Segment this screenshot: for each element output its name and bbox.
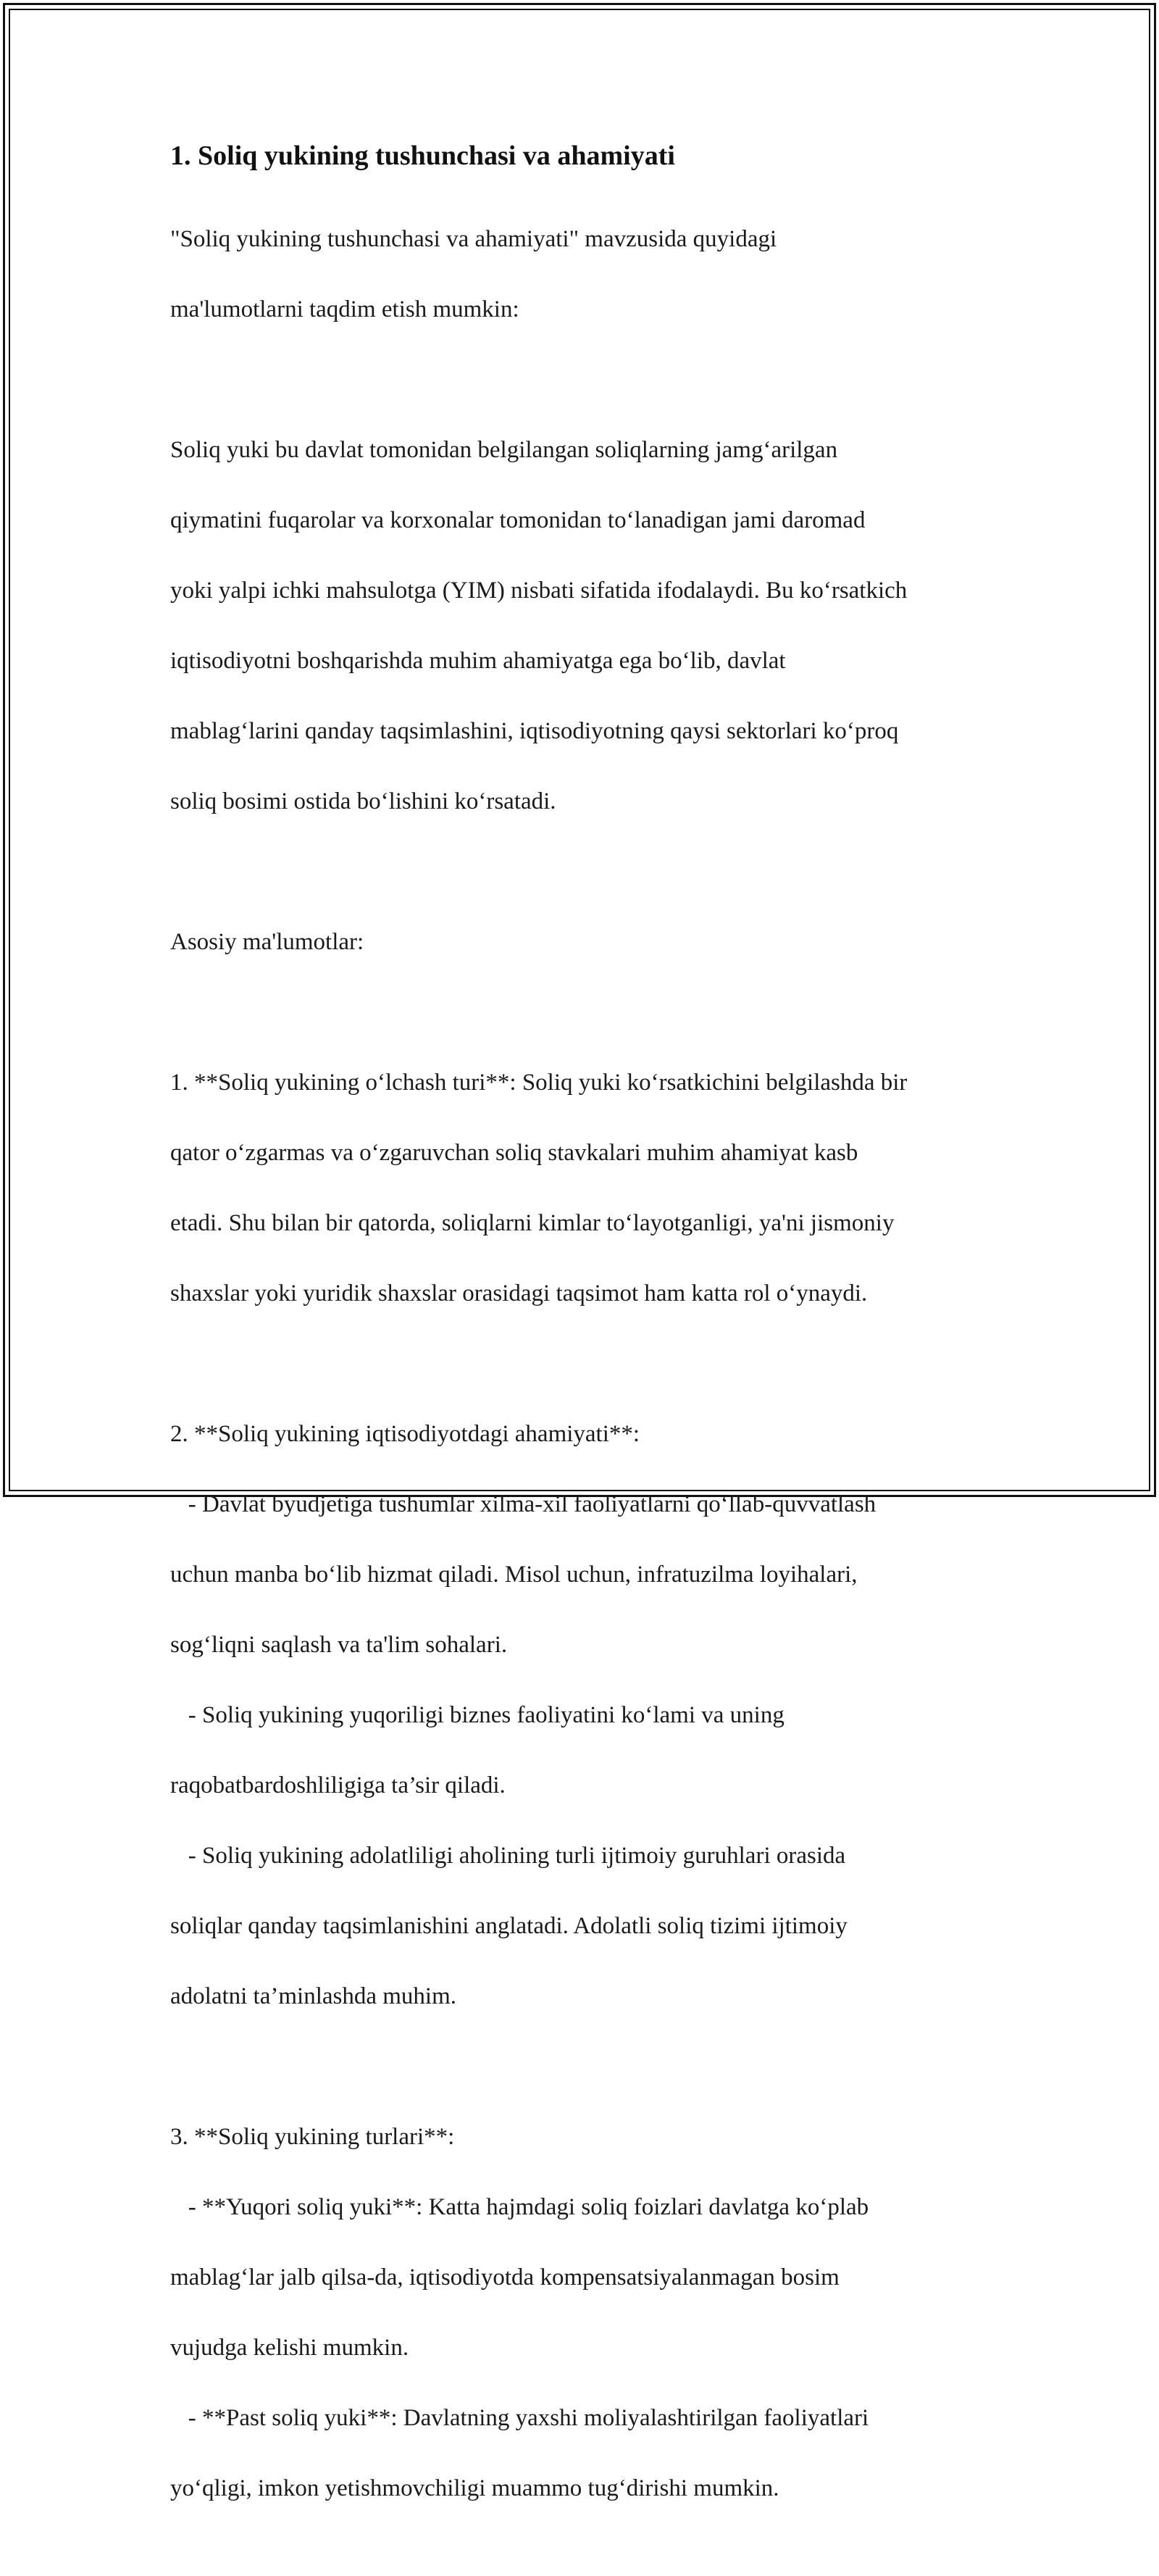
text-line: - Davlat byudjetiga tushumlar xilma-xil faoliyatlarni qo‘llab-quvvatlash (170, 1491, 876, 1517)
text-line: - Soliq yukining adolatliligi aholining turli ijtimoiy guruhlari orasida (170, 1842, 846, 1869)
text-line: ma'lumotlarni taqdim etish mumkin: (170, 296, 519, 322)
text-line: 1. **Soliq yukining o‘lchash turi**: Soliq yuki ko‘rsatkichini belgilashda bir (170, 1069, 908, 1096)
intro-paragraph (170, 186, 996, 362)
text-line: mablag‘lar jalb qilsa-da, iqtisodiyotda kompensatsiyalanmagan bosim (170, 2264, 840, 2291)
text-line: sog‘liqni saqlash va ta'lim sohalari. (170, 1631, 508, 1658)
text-line: soliqlar qanday taqsimlanishini anglatadi. Adolatli soliq tizimi ijtimoiy (170, 1912, 848, 1939)
text-line: yo‘qligi, imkon yetishmovchiligi muammo tug‘dirishi mumkin. (170, 2475, 779, 2501)
text-line: 3. **Soliq yukining turlari**: (170, 2123, 455, 2150)
text-line: raqobatbardoshliligiga ta’sir qiladi. (170, 1772, 506, 1798)
section-2 (170, 1381, 996, 2049)
text-line: mablag‘larini qanday taqsimlashini, iqtisodiyotning qaysi sektorlari ko‘proq (170, 717, 899, 744)
text-line: iqtisodiyotni boshqarishda muhim ahamiyatga ega bo‘lib, davlat (170, 647, 786, 674)
definition-paragraph (170, 397, 996, 854)
text-line: 2. **Soliq yukining iqtisodiyotdagi ahamiyati**: (170, 1420, 640, 1447)
text-line: - Soliq yukining yuqoriligi biznes faoliyatini ko‘lami va uning (170, 1701, 784, 1728)
text-line: shaxslar yoki yuridik shaxslar orasidagi taqsimot ham katta rol o‘ynaydi. (170, 1280, 868, 1306)
text-line: uchun manba bo‘lib hizmat qiladi. Misol uchun, infratuzilma loyihalari, (170, 1561, 858, 1588)
text-line: Asosiy ma'lumotlar: (170, 928, 364, 955)
section-3 (170, 2084, 996, 2541)
text-line: soliq bosimi ostida bo‘lishini ko‘rsatadi. (170, 788, 556, 814)
text-line: qiymatini fuqarolar va korxonalar tomonidan to‘lanadigan jami daromad (170, 507, 866, 533)
text-line: - **Yuqori soliq yuki**: Katta hajmdagi soliq foizlari davlatga ko‘plab (170, 2193, 869, 2220)
text-line: "Soliq yukining tushunchasi va ahamiyati" mavzusida quyidagi (170, 225, 777, 252)
section-1 (170, 1030, 996, 1346)
text-line: qator o‘zgarmas va o‘zgaruvchan soliq stavkalari muhim ahamiyat kasb (170, 1139, 858, 1166)
text-line: yoki yalpi ichki mahsulotga (YIM) nisbati sifatida ifodalaydi. Bu ko‘rsatkich (170, 577, 908, 604)
text-line: vujudga kelishi mumkin. (170, 2334, 409, 2361)
text-line: - **Past soliq yuki**: Davlatning yaxshi moliyalashtirilgan faoliyatlari (170, 2404, 869, 2431)
text-line: Soliq yuki bu davlat tomonidan belgilangan soliqlarning jamg‘arilgan (170, 436, 838, 463)
text-line: adolatni ta’minlashda muhim. (170, 1983, 457, 2009)
text-line: etadi. Shu bilan bir qatorda, soliqlarni kimlar to‘layotganligi, ya'ni jismoniy (170, 1209, 895, 1236)
document-body (170, 134, 996, 2576)
document-heading: 1. Soliq yukining tushunchasi va ahamiyati (170, 141, 675, 171)
main-info-label (170, 889, 996, 995)
